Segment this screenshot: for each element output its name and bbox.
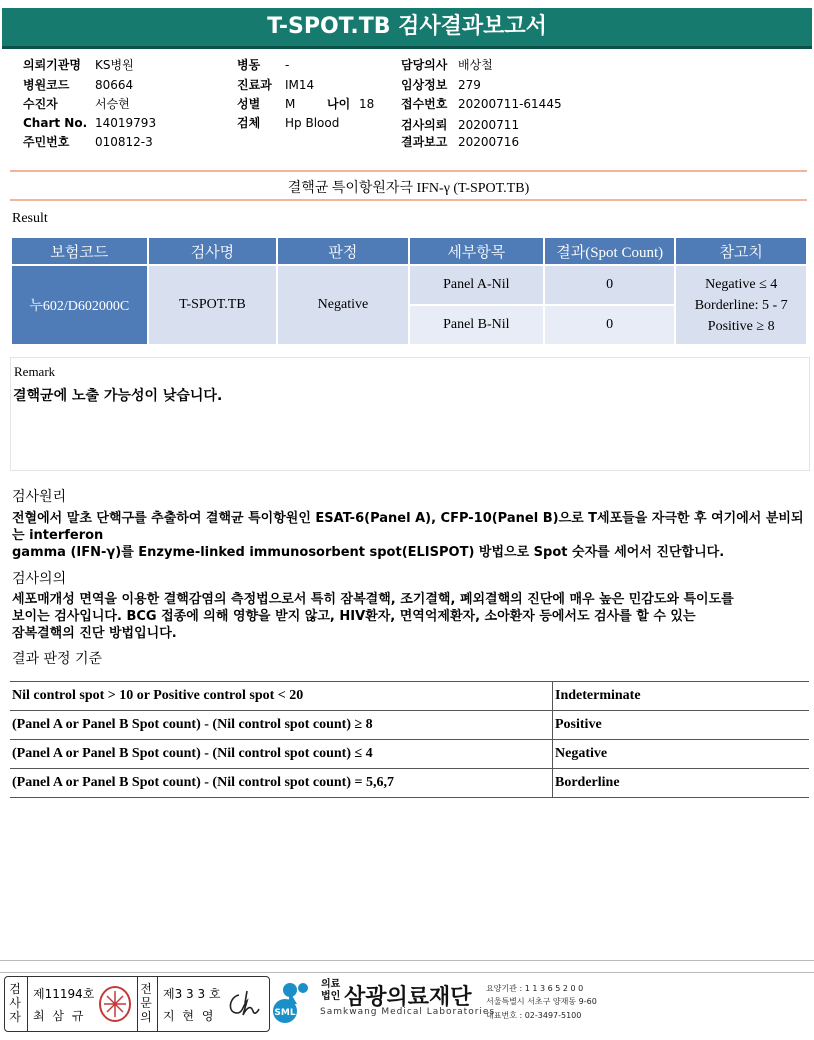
lab-logo-icon: [272, 978, 318, 1026]
info-label: 진료과: [237, 78, 272, 92]
care-institution-number: 요양기관 : 1 1 3 6 5 2 0 0: [486, 984, 584, 993]
lab-logo-text: SML: [274, 1008, 296, 1018]
reference-line: Borderline: 5 - 7: [694, 297, 788, 313]
specialist-license: 제3 3 3 호: [163, 987, 221, 1001]
significance-line: 세포매개성 면역을 이용한 결핵감염의 측정법으로서 특히 잠복결핵, 조기결핵, 폐외결핵의 진단에 매우 높은 민감도와 특이도를: [12, 592, 734, 607]
principle-label: 검사원리: [12, 489, 67, 505]
info-value: KS병원: [95, 58, 134, 72]
criteria-label: 결과 판정 기준: [12, 651, 103, 667]
info-label: 검사의뢰: [401, 118, 448, 132]
info-label: 검체: [237, 116, 261, 130]
reference-line: Positive ≥ 8: [707, 318, 775, 334]
reference-range: [676, 266, 806, 344]
inspector-name: 최 삼 규: [33, 1009, 86, 1023]
principle-line: gamma (IFN-γ)를 Enzyme-linked immunosorbent spot(ELISPOT) 방법으로 Spot 숫자를 세어서 진단합니다.: [12, 545, 725, 560]
column-header: 검사명: [149, 238, 277, 264]
column-header: 세부항목: [410, 238, 543, 264]
criteria-row: [10, 682, 809, 711]
result-table: [10, 236, 808, 346]
column-header: 참고치: [676, 238, 806, 264]
info-label: 담당의사: [401, 58, 448, 72]
age-value: 18: [359, 97, 375, 111]
column-header: 보험코드: [12, 238, 147, 264]
test-name: T-SPOT.TB: [149, 266, 277, 344]
info-label: 임상정보: [401, 78, 448, 92]
criteria-condition: (Panel A or Panel B Spot count) - (Nil control spot count) ≤ 4: [10, 740, 553, 769]
info-value: -: [285, 58, 290, 72]
criteria-condition: (Panel A or Panel B Spot count) - (Nil control spot count) ≥ 8: [10, 711, 553, 740]
info-label: 성별: [237, 97, 261, 111]
info-value: 20200711: [458, 118, 520, 132]
info-value: 서승현: [95, 97, 130, 111]
lab-prefix-line: 법인: [321, 991, 341, 1002]
inspector-license: 제11194호: [33, 987, 95, 1001]
info-label: 접수번호: [401, 97, 448, 111]
footer-divider: [0, 960, 814, 961]
info-value: 279: [458, 78, 481, 92]
panel-item: Panel B-Nil: [410, 306, 543, 344]
column-header: 판정: [278, 238, 407, 264]
footer-divider: [0, 972, 814, 973]
divider: [157, 977, 158, 1031]
principle-text: [12, 510, 807, 561]
lab-prefix-line: 의료: [321, 979, 341, 990]
criteria-result: Negative: [553, 740, 810, 769]
significance-text: [12, 591, 807, 642]
significance-line: 보이는 검사입니다. BCG 접종에 의해 영향을 받지 않고, HIV환자, 면역억제환자, 소아환자 등에서도 검사를 할 수 있는: [12, 609, 696, 624]
info-value: 010812-3: [95, 135, 153, 149]
report-title: T-SPOT.TB 검사결과보고서: [2, 8, 812, 49]
criteria-row: [10, 740, 809, 769]
remark-label: Remark: [14, 364, 56, 379]
lab-address: 서울특별시 서초구 양재동 9-60: [486, 997, 597, 1006]
info-label: 병동: [237, 58, 261, 72]
section-title: 결핵균 특이항원자극 IFN-γ (T-SPOT.TB): [287, 181, 530, 196]
specialist-name: 지 현 영: [163, 1009, 216, 1023]
significance-label: 검사의의: [12, 571, 67, 587]
criteria-result: Positive: [553, 711, 810, 740]
inspector-label: 검 사 자: [9, 982, 21, 1024]
column-header: 결과(Spot Count): [545, 238, 674, 264]
criteria-table: [10, 681, 809, 798]
info-value: 배상철: [458, 58, 493, 72]
criteria-condition: (Panel A or Panel B Spot count) - (Nil control spot count) = 5,6,7: [10, 769, 553, 798]
divider: [27, 977, 28, 1031]
info-value: IM14: [285, 78, 315, 92]
lab-phone: 대표번호 : 02-3497-5100: [486, 1011, 582, 1020]
panel-item: Panel A-Nil: [410, 266, 543, 304]
remark-box: [10, 357, 810, 471]
signature-box: [4, 976, 270, 1032]
divider: [10, 170, 807, 172]
specialist-label: 전 문 의: [140, 982, 152, 1024]
info-label: 수진자: [23, 97, 58, 111]
criteria-condition: Nil control spot > 10 or Positive control spot < 20: [10, 682, 553, 711]
principle-line: 전혈에서 말초 단핵구를 추출하여 결핵균 특이항원인 ESAT-6(Panel A), CFP-10(Panel B)으로 T세포들을 자극한 후 여기에서 분비되는 interferon: [12, 511, 804, 543]
result-label: Result: [12, 211, 48, 226]
specialist-signature: [223, 987, 263, 1021]
age-label: 나이: [327, 97, 351, 111]
info-value: 14019793: [95, 116, 157, 130]
insurance-code: 누602/D602000C: [12, 266, 147, 344]
info-value: 20200716: [458, 135, 520, 149]
info-label: Chart No.: [23, 116, 88, 130]
info-label: 주민번호: [23, 135, 70, 149]
criteria-row: [10, 769, 809, 798]
lab-name: 삼광의료재단: [344, 985, 472, 1010]
significance-line: 잠복결핵의 진단 방법입니다.: [12, 626, 177, 641]
criteria-result: Borderline: [553, 769, 810, 798]
spot-count: 0: [545, 266, 674, 304]
divider: [137, 977, 138, 1031]
info-label: 의뢰기관명: [23, 58, 81, 72]
divider: [10, 199, 807, 201]
info-value: 80664: [95, 78, 134, 92]
info-value: 20200711-61445: [458, 97, 562, 111]
info-value: Hp Blood: [285, 116, 340, 130]
reference-line: Negative ≤ 4: [705, 276, 778, 292]
inspector-seal: [97, 985, 133, 1023]
lab-name-english: Samkwang Medical Laboratories: [320, 1007, 496, 1017]
criteria-result: Indeterminate: [553, 682, 810, 711]
info-value: M: [285, 97, 296, 111]
remark-text: 결핵균에 노출 가능성이 낮습니다.: [13, 388, 223, 404]
info-label: 병원코드: [23, 78, 70, 92]
lab-prefix: [321, 979, 340, 1003]
criteria-row: [10, 711, 809, 740]
info-label: 결과보고: [401, 135, 448, 149]
spot-count: 0: [545, 306, 674, 344]
judgement: Negative: [278, 266, 407, 344]
